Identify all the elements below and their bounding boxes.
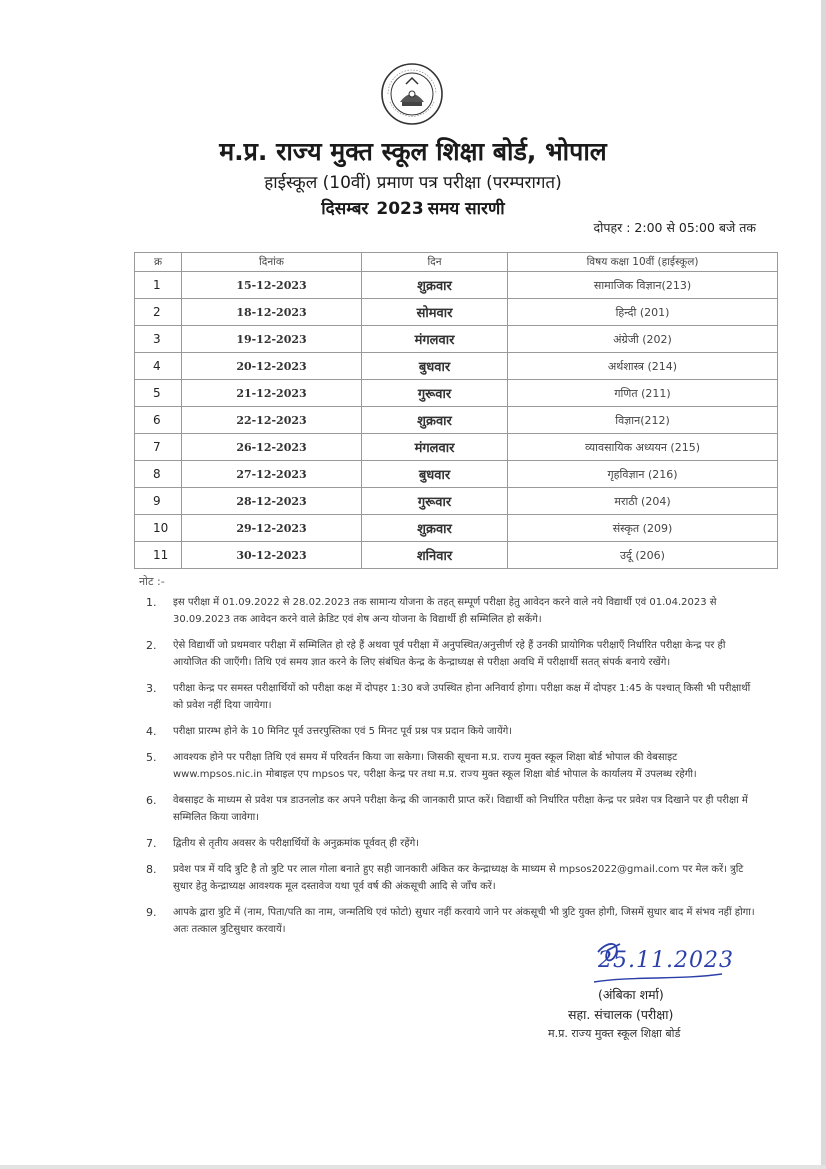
note-number: 1. bbox=[146, 596, 157, 609]
board-title: म.प्र. राज्य मुक्त स्कूल शिक्षा बोर्ड, भोपाल bbox=[219, 137, 607, 166]
row-subject: संस्कृत (209) bbox=[508, 515, 778, 542]
row-day: शनिवार bbox=[362, 542, 508, 569]
note-text: प्रवेश पत्र में यदि त्रुटि है तो त्रुटि पर लाल गोला बनाते हुए सही जानकारी अंकित कर केन्द्राध्यक्ष के माध्यम से mpsos2022@gmail.com पर मेल करें। त्रुटि सुधार हेतु केन्द्राध्यक्ष आवश्यक मूल दस्तावेज यथा पूर्व वर्ष की अंकसूची आदि से जाँच करें। bbox=[173, 864, 744, 892]
row-serial: 3 bbox=[135, 326, 182, 353]
note-number: 8. bbox=[146, 863, 157, 876]
header-date: दिनांक bbox=[182, 253, 362, 272]
signatory-office: म.प्र. राज्य मुक्त स्कूल शिक्षा बोर्ड bbox=[548, 1027, 681, 1040]
row-day: बुधवार bbox=[362, 461, 508, 488]
row-day: गुरूवार bbox=[362, 380, 508, 407]
note-item bbox=[139, 749, 759, 783]
header-day: दिन bbox=[362, 253, 508, 272]
note-number: 3. bbox=[146, 682, 157, 695]
row-subject: सामाजिक विज्ञान(213) bbox=[508, 272, 778, 299]
schedule-year: 2023 bbox=[376, 199, 424, 219]
row-serial: 7 bbox=[135, 434, 182, 461]
board-emblem-icon bbox=[380, 62, 444, 126]
signatory-name: (अंबिका शर्मा) bbox=[598, 987, 664, 1002]
note-item bbox=[139, 861, 759, 895]
note-text: इस परीक्षा में 01.09.2022 से 28.02.2023 तक सामान्य योजना के तहत् सम्पूर्ण परीक्षा हेतु आवेदन करने वाले नये विद्यार्थी एवं 01.04.2023 से 30.09.2023 तक आवेदन करने वाले क्रेडिट एवं शेष अन्य योजना के विद्यार्थी ही सम्मिलित हो सकेंगे। bbox=[173, 597, 717, 625]
table-row bbox=[135, 515, 778, 542]
row-serial: 11 bbox=[135, 542, 182, 569]
schedule-heading bbox=[0, 196, 826, 219]
row-serial: 10 bbox=[135, 515, 182, 542]
row-day: शुक्रवार bbox=[362, 407, 508, 434]
row-subject: अंग्रेजी (202) bbox=[508, 326, 778, 353]
note-number: 9. bbox=[146, 906, 157, 919]
row-subject: उर्दू (206) bbox=[508, 542, 778, 569]
note-number: 4. bbox=[146, 725, 157, 738]
row-date: 27-12-2023 bbox=[182, 461, 362, 488]
signature-date: 25.11.2023 bbox=[598, 948, 734, 973]
note-number: 2. bbox=[146, 639, 157, 652]
row-serial: 6 bbox=[135, 407, 182, 434]
note-item bbox=[139, 637, 759, 671]
header-subject: विषय कक्षा 10वीं (हाईस्कूल) bbox=[508, 253, 778, 272]
row-day: सोमवार bbox=[362, 299, 508, 326]
notes-section bbox=[139, 574, 759, 947]
note-item bbox=[139, 723, 759, 740]
row-serial: 9 bbox=[135, 488, 182, 515]
row-serial: 5 bbox=[135, 380, 182, 407]
note-item bbox=[139, 594, 759, 628]
row-subject: अर्थशास्त्र (214) bbox=[508, 353, 778, 380]
schedule-label: समय सारणी bbox=[427, 199, 505, 219]
exam-schedule-table bbox=[134, 252, 778, 569]
exam-title: हाईस्कूल (10वीं) प्रमाण पत्र परीक्षा (परम्परागत) bbox=[264, 173, 562, 193]
note-item bbox=[139, 792, 759, 826]
row-date: 28-12-2023 bbox=[182, 488, 362, 515]
table-row bbox=[135, 542, 778, 569]
notes-heading: नोट :- bbox=[139, 575, 165, 588]
table-row bbox=[135, 434, 778, 461]
note-item bbox=[139, 904, 759, 938]
row-subject: मराठी (204) bbox=[508, 488, 778, 515]
row-serial: 1 bbox=[135, 272, 182, 299]
row-day: शुक्रवार bbox=[362, 515, 508, 542]
row-serial: 8 bbox=[135, 461, 182, 488]
row-date: 18-12-2023 bbox=[182, 299, 362, 326]
exam-time: दोपहर : 2:00 से 05:00 बजे तक bbox=[593, 220, 756, 235]
table-row bbox=[135, 461, 778, 488]
table-row bbox=[135, 407, 778, 434]
row-day: बुधवार bbox=[362, 353, 508, 380]
row-day: गुरूवार bbox=[362, 488, 508, 515]
row-date: 22-12-2023 bbox=[182, 407, 362, 434]
row-day: मंगलवार bbox=[362, 434, 508, 461]
row-subject: गृहविज्ञान (216) bbox=[508, 461, 778, 488]
row-date: 19-12-2023 bbox=[182, 326, 362, 353]
table-header-row bbox=[135, 253, 778, 272]
row-day: मंगलवार bbox=[362, 326, 508, 353]
note-number: 6. bbox=[146, 794, 157, 807]
note-item bbox=[139, 835, 759, 852]
row-subject: हिन्दी (201) bbox=[508, 299, 778, 326]
note-number: 5. bbox=[146, 751, 157, 764]
signatory-designation: सहा. संचालक (परीक्षा) bbox=[568, 1007, 674, 1022]
note-text: आवश्यक होने पर परीक्षा तिथि एवं समय में परिवर्तन किया जा सकेगा। जिसकी सूचना म.प्र. राज्य मुक्त स्कूल शिक्षा बोर्ड भोपाल की वेबसाइट www.mpsos.nic.in मोबाइल एप mpsos पर, परीक्षा केन्द्र पर तथा म.प्र. राज्य मुक्त स्कूल शिक्षा बोर्ड भोपाल के कार्यालय में उपलब्ध रहेगी। bbox=[173, 752, 697, 780]
scan-bottom-edge bbox=[0, 1165, 826, 1169]
row-date: 20-12-2023 bbox=[182, 353, 362, 380]
row-subject: गणित (211) bbox=[508, 380, 778, 407]
row-date: 15-12-2023 bbox=[182, 272, 362, 299]
row-date: 30-12-2023 bbox=[182, 542, 362, 569]
note-text: आपके द्वारा त्रुटि में (नाम, पिता/पति का नाम, जन्मतिथि एवं फोटो) सुधार नहीं करवाये जाने पर अंकसूची भी त्रुटि युक्त होगी, जिसमें सुधार बाद में संभव नहीं होगा। अतः तत्काल त्रुटिसुधार करवायें। bbox=[173, 907, 755, 935]
note-text: वेबसाइट के माध्यम से प्रवेश पत्र डाउनलोड कर अपने परीक्षा केन्द्र की जानकारी प्राप्त करें। विद्यार्थी को निर्धारित परीक्षा केन्द्र पर प्रवेश पत्र दिखाने पर ही परीक्षा में सम्मिलित किया जावेगा। bbox=[173, 795, 748, 823]
note-text: परीक्षा केन्द्र पर समस्त परीक्षार्थियों को परीक्षा कक्ष में दोपहर 1:30 बजे उपस्थित होना अनिवार्य होगा। परीक्षा कक्ष में दोपहर 1:45 के पश्चात् किसी भी परीक्षार्थी को प्रवेश नहीं दिया जायेगा। bbox=[173, 683, 751, 711]
note-text: ऐसे विद्यार्थी जो प्रथमवार परीक्षा में सम्मिलित हो रहे हैं अथवा पूर्व परीक्षा में अनुपस्थित/अनुत्तीर्ण रहे हैं उनकी प्रायोगिक परीक्षाएँ निर्धारित परीक्षा केन्द्र पर ही आयोजित की जाएँगी। तिथि एवं समय ज्ञात करने के लिए संबंधित केन्द्र के केन्द्राध्यक्ष से परीक्षा अवधि में परीक्षार्थी सतत् संपर्क बनाये रखेंगे। bbox=[173, 640, 726, 668]
note-text: परीक्षा प्रारम्भ होने के 10 मिनिट पूर्व उत्तरपुस्तिका एवं 5 मिनट पूर्व प्रश्न पत्र प्रदान किये जायेंगे। bbox=[173, 726, 513, 737]
row-serial: 4 bbox=[135, 353, 182, 380]
row-serial: 2 bbox=[135, 299, 182, 326]
note-item bbox=[139, 680, 759, 714]
row-day: शुक्रवार bbox=[362, 272, 508, 299]
row-subject: विज्ञान(212) bbox=[508, 407, 778, 434]
table-row bbox=[135, 380, 778, 407]
note-number: 7. bbox=[146, 837, 157, 850]
header-serial: क्र bbox=[135, 253, 182, 272]
table-row bbox=[135, 299, 778, 326]
row-date: 26-12-2023 bbox=[182, 434, 362, 461]
row-subject: व्यावसायिक अध्ययन (215) bbox=[508, 434, 778, 461]
table-row bbox=[135, 326, 778, 353]
row-date: 21-12-2023 bbox=[182, 380, 362, 407]
table-row bbox=[135, 272, 778, 299]
row-date: 29-12-2023 bbox=[182, 515, 362, 542]
schedule-month: दिसम्बर bbox=[321, 199, 369, 219]
table-row bbox=[135, 353, 778, 380]
table-row bbox=[135, 488, 778, 515]
note-text: द्वितीय से तृतीय अवसर के परीक्षार्थियों के अनुक्रमांक पूर्ववत् ही रहेंगे। bbox=[173, 838, 420, 849]
